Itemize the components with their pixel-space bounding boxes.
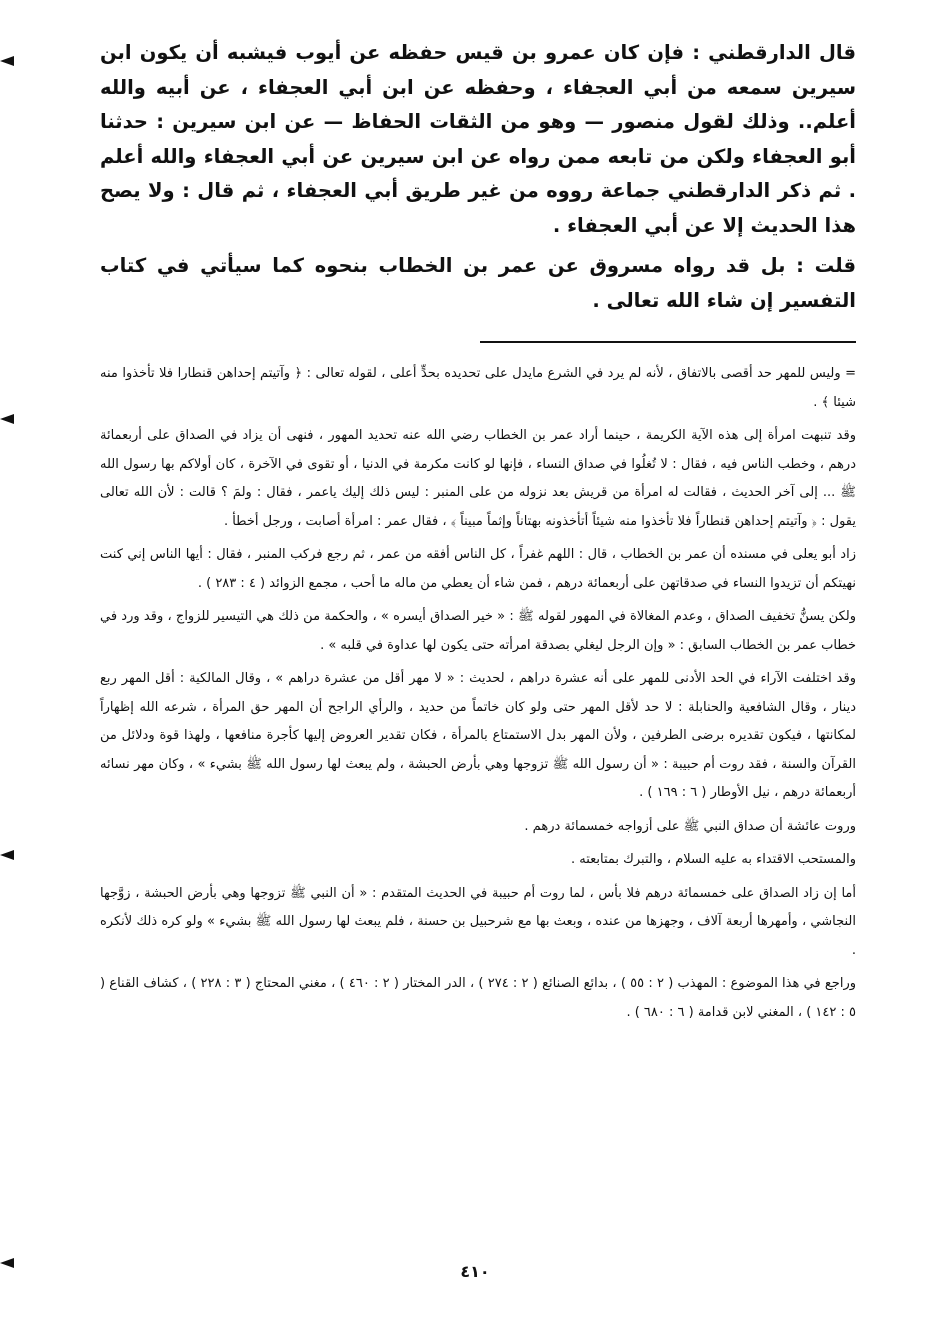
footnote-paragraph: وقد اختلفت الآراء في الحد الأدنى للمهر على أنه عشرة دراهم ، لحديث : « لا مهر أقل من عشرة دراهم » ، وقال المالكية : أقل المهر ربع دينار ، وقال الشافعية والحنابلة : لا حد لأقل المهر حتى ولو كان خاتماً من حديد ، والرأي الراجح أن المهر حق المرأة ، شرعه الله إظهاراً لمكانتها ، فيكون تقديره برضى الطرفين ، ولأن المهر بدل الاستمتاع بالمرأة ، فكان تقدير العروض إليها كأجرة منافعها ، ولهذا قوة ودلائل من القرآن والسنة ، فقد روت أم حبيبة : « أن رسول الله ﷺ تزوجها وهي بأرض الحبشة ، ولم يبعث لها رسول الله ﷺ بشيء » ، وكان مهر نسائه أربعمائة درهم ، نيل الأوطار ( ٦ : ١٦٩ ) . xyxy=(100,671,856,800)
margin-arrow-icon xyxy=(0,412,14,426)
footnote-paragraph: = وليس للمهر حد أقصى بالاتفاق ، لأنه لم يرد في الشرع مايدل على تحديده بحدٍّ أعلى ، لقوله تعالى : ﴿ وآتيتم إحداهن قنطارا فلا تأخذوا منه شيئا ﴾ . xyxy=(100,366,856,410)
footnote-paragraph: زاد أبو يعلى في مسنده أن عمر بن الخطاب ، قال : اللهم غفراً ، كل الناس أفقه من عمر ، ثم رجع فركب المنبر ، فقال : أيها الناس إني كنت نهيتكم أن تزيدوا النساء في صدقاتهن على أربعمائة درهم ، فمن شاء أن يعطي من ماله ما أحب ، مجمع الزوائد ( ٤ : ٢٨٣ ) . xyxy=(100,547,856,591)
margin-arrow-icon xyxy=(0,848,14,862)
main-paragraph: قلت : بل قد رواه مسروق عن عمر بن الخطاب بنحوه كما سيأتي في كتاب التفسير إن شاء الله تعالى . xyxy=(100,254,856,312)
footnote-paragraph: والمستحب الاقتداء به عليه السلام ، والتبرك بمتابعته . xyxy=(570,852,856,867)
main-text xyxy=(100,36,856,318)
footnote-paragraph: وراجع في هذا الموضوع : المهذب ( ٢ : ٥٥ ) ، بدائع الصنائع ( ٢ : ٢٧٤ ) ، الدر المختار ( ٢ : ٤٦٠ ) ، مغني المحتاج ( ٣ : ٢٢٨ ) ، كشاف القناع ( ٥ : ١٤٢ ) ، المغني لابن قدامة ( ٦ : ٦٨٠ ) . xyxy=(100,976,856,1020)
main-paragraph: قال الدارقطني : فإن كان عمرو بن قيس حفظه عن أيوب فيشبه أن يكون ابن سيرين سمعه من أبي العجفاء ، وحفظه عن ابن أبي العجفاء ، عن أبيه والله أعلم.. وذلك لقول منصور — وهو من الثقات الحفاظ — عن ابن سيرين : حدثنا أبو العجفاء ولكن من تابعه ممن رواه عن ابن سيرين عن أبي العجفاء والله أعلم . ثم ذكر الدارقطني جماعة رووه من غير طريق أبي العجفاء ، ثم قال : ولا يصح هذا الحديث إلا عن أبي العجفاء . xyxy=(100,41,856,237)
footnote-paragraph: وروت عائشة أن صداق النبي ﷺ على أزواجه خمسمائة درهم . xyxy=(524,818,856,834)
footnote-paragraph: وقد تنبهت امرأة إلى هذه الآية الكريمة ، حينما أراد عمر بن الخطاب رضي الله عنه تحديد المهور ، فنهى أن يزاد في الصداق على أربعمائة درهم ، وخطب الناس فيه ، فقال : لا تُغلُوا في صداق النساء ، فإنها لو كانت مكرمة في الدنيا ، أو تقوى في الآخرة ، كان أولاكم بها رسول الله ﷺ ... إلى آخر الحديث ، فقالت له امرأة من قريش بعد نزوله من على المنبر : ليس ذلك إليك ياعمر ، فقال : ولمَ ؟ قالت : لأن الله تعالى يقول : ﴿ وآتيتم إحداهن قنطاراً فلا تأخذوا منه شيئاً أتأخذونه بهتاناً وإثماً مبيناً ﴾ ، فقال عمر : امرأة أصابت ، ورجل أخطأ . xyxy=(100,428,856,529)
margin-arrow-icon xyxy=(0,54,14,68)
footnote-separator xyxy=(480,341,856,343)
footnote-paragraph: ولكن يسنُّ تخفيف الصداق ، وعدم المغالاة في المهور لقوله ﷺ : « خير الصداق أيسره » ، والحكمة من ذلك هي التيسير للزواج ، وقد ورد في خطاب عمر بن الخطاب السابق : « وإن الرجل ليغلي بصدقة امرأته حتى يكون لها عداوة في قلبه » . xyxy=(100,609,856,653)
margin-arrow-icon xyxy=(0,1256,14,1270)
footnote-paragraph: أما إن زاد الصداق على خمسمائة درهم فلا بأس ، لما روت أم حبيبة في الحديث المتقدم : « أن النبي ﷺ تزوجها وهي بأرض الحبشة ، زوَّجها النجاشي ، وأمهرها أربعة آلاف ، وجهزها من عنده ، وبعث بها مع شرحبيل بن حسنة ، فلم يبعث لها رسول الله ﷺ بشيء » ولو كره ذلك لأنكره . xyxy=(100,885,856,958)
footnotes xyxy=(100,360,856,1032)
page-number: ٤١٠ xyxy=(460,1262,490,1281)
